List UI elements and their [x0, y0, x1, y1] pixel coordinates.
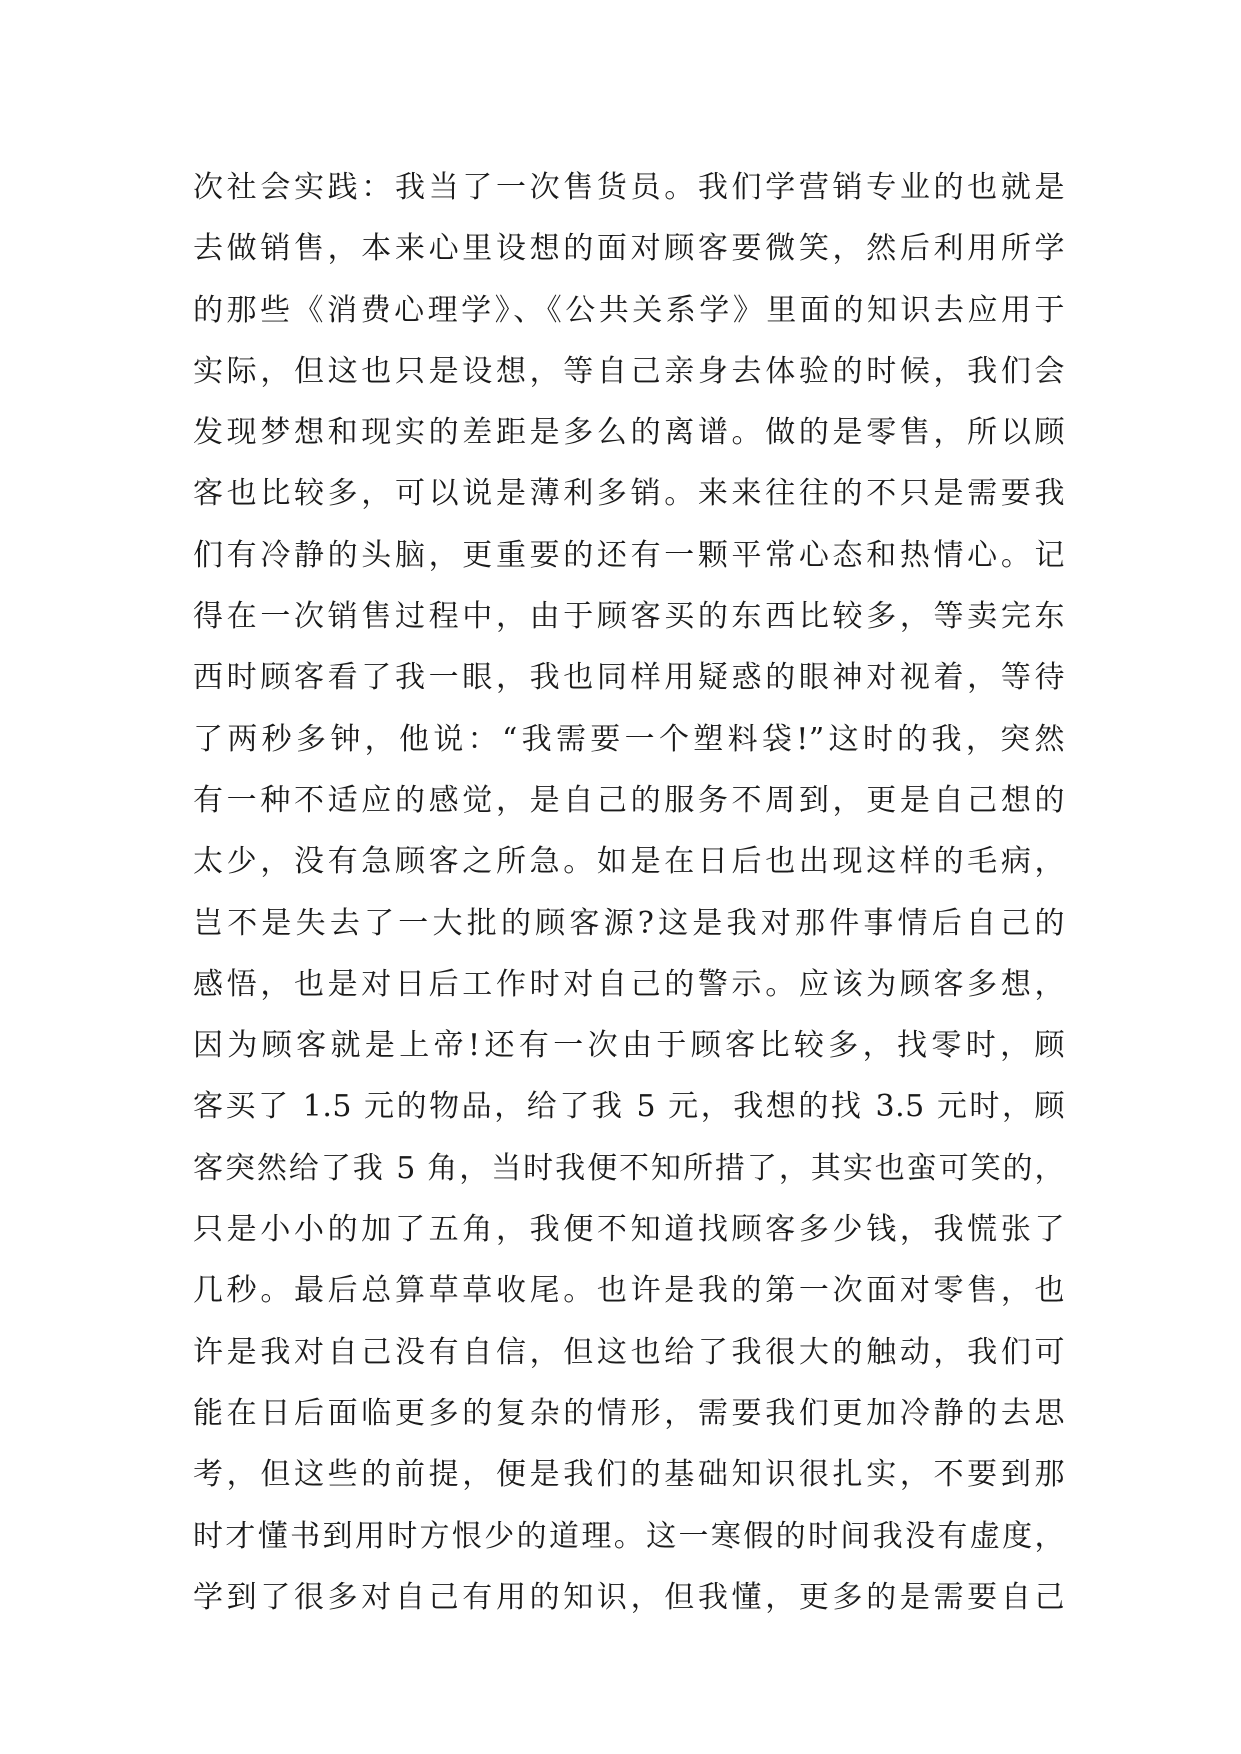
text-line: 了两秒多钟，他说：“我需要一个塑料袋!”这时的我，突然 — [193, 721, 1065, 757]
text-line: 岂不是失去了一大批的顾客源?这是我对那件事情后自己的 — [193, 905, 1065, 941]
text-line: 客也比较多，可以说是薄利多销。来来往往的不只是需要我 — [193, 476, 1065, 512]
text-line: 感悟，也是对日后工作时对自己的警示。应该为顾客多想， — [193, 966, 1065, 1002]
text-line: 有一种不适应的感觉，是自己的服务不周到，更是自己想的 — [193, 782, 1065, 818]
text-line: 西时顾客看了我一眼，我也同样用疑惑的眼神对视着，等待 — [193, 660, 1065, 696]
body-text — [193, 157, 1065, 1628]
text-line: 几秒。最后总算草草收尾。也许是我的第一次面对零售，也 — [193, 1273, 1065, 1309]
text-line: 太少，没有急顾客之所急。如是在日后也出现这样的毛病， — [193, 844, 1065, 880]
text-line: 因为顾客就是上帝!还有一次由于顾客比较多，找零时，顾 — [193, 1028, 1065, 1064]
text-line: 得在一次销售过程中，由于顾客买的东西比较多，等卖完东 — [193, 599, 1065, 635]
text-line: 客突然给了我 5 角，当时我便不知所措了，其实也蛮可笑的， — [193, 1150, 1065, 1186]
text-line: 实际，但这也只是设想，等自己亲身去体验的时候，我们会 — [193, 353, 1065, 389]
text-line: 次社会实践：我当了一次售货员。我们学营销专业的也就是 — [193, 170, 1065, 205]
text-line: 学到了很多对自己有用的知识，但我懂，更多的是需要自己 — [193, 1579, 1065, 1615]
text-line: 发现梦想和现实的差距是多么的离谱。做的是零售，所以顾 — [193, 415, 1065, 451]
text-line: 考，但这些的前提，便是我们的基础知识很扎实，不要到那 — [193, 1457, 1065, 1493]
text-line: 许是我对自己没有自信，但这也给了我很大的触动，我们可 — [193, 1334, 1065, 1370]
text-line: 去做销售，本来心里设想的面对顾客要微笑，然后利用所学 — [193, 231, 1065, 267]
text-line: 们有冷静的头脑，更重要的还有一颗平常心态和热情心。记 — [193, 537, 1065, 573]
text-line: 能在日后面临更多的复杂的情形，需要我们更加冷静的去思 — [193, 1395, 1065, 1431]
text-line: 时才懂书到用时方恨少的道理。这一寒假的时间我没有虚度， — [193, 1518, 1065, 1554]
text-line: 的那些《消费心理学》、《公共关系学》里面的知识去应用于 — [193, 292, 1065, 328]
text-line: 客买了 1.5 元的物品，给了我 5 元，我想的找 3.5 元时，顾 — [193, 1089, 1065, 1125]
text-line: 只是小小的加了五角，我便不知道找顾客多少钱，我慌张了 — [193, 1212, 1065, 1248]
